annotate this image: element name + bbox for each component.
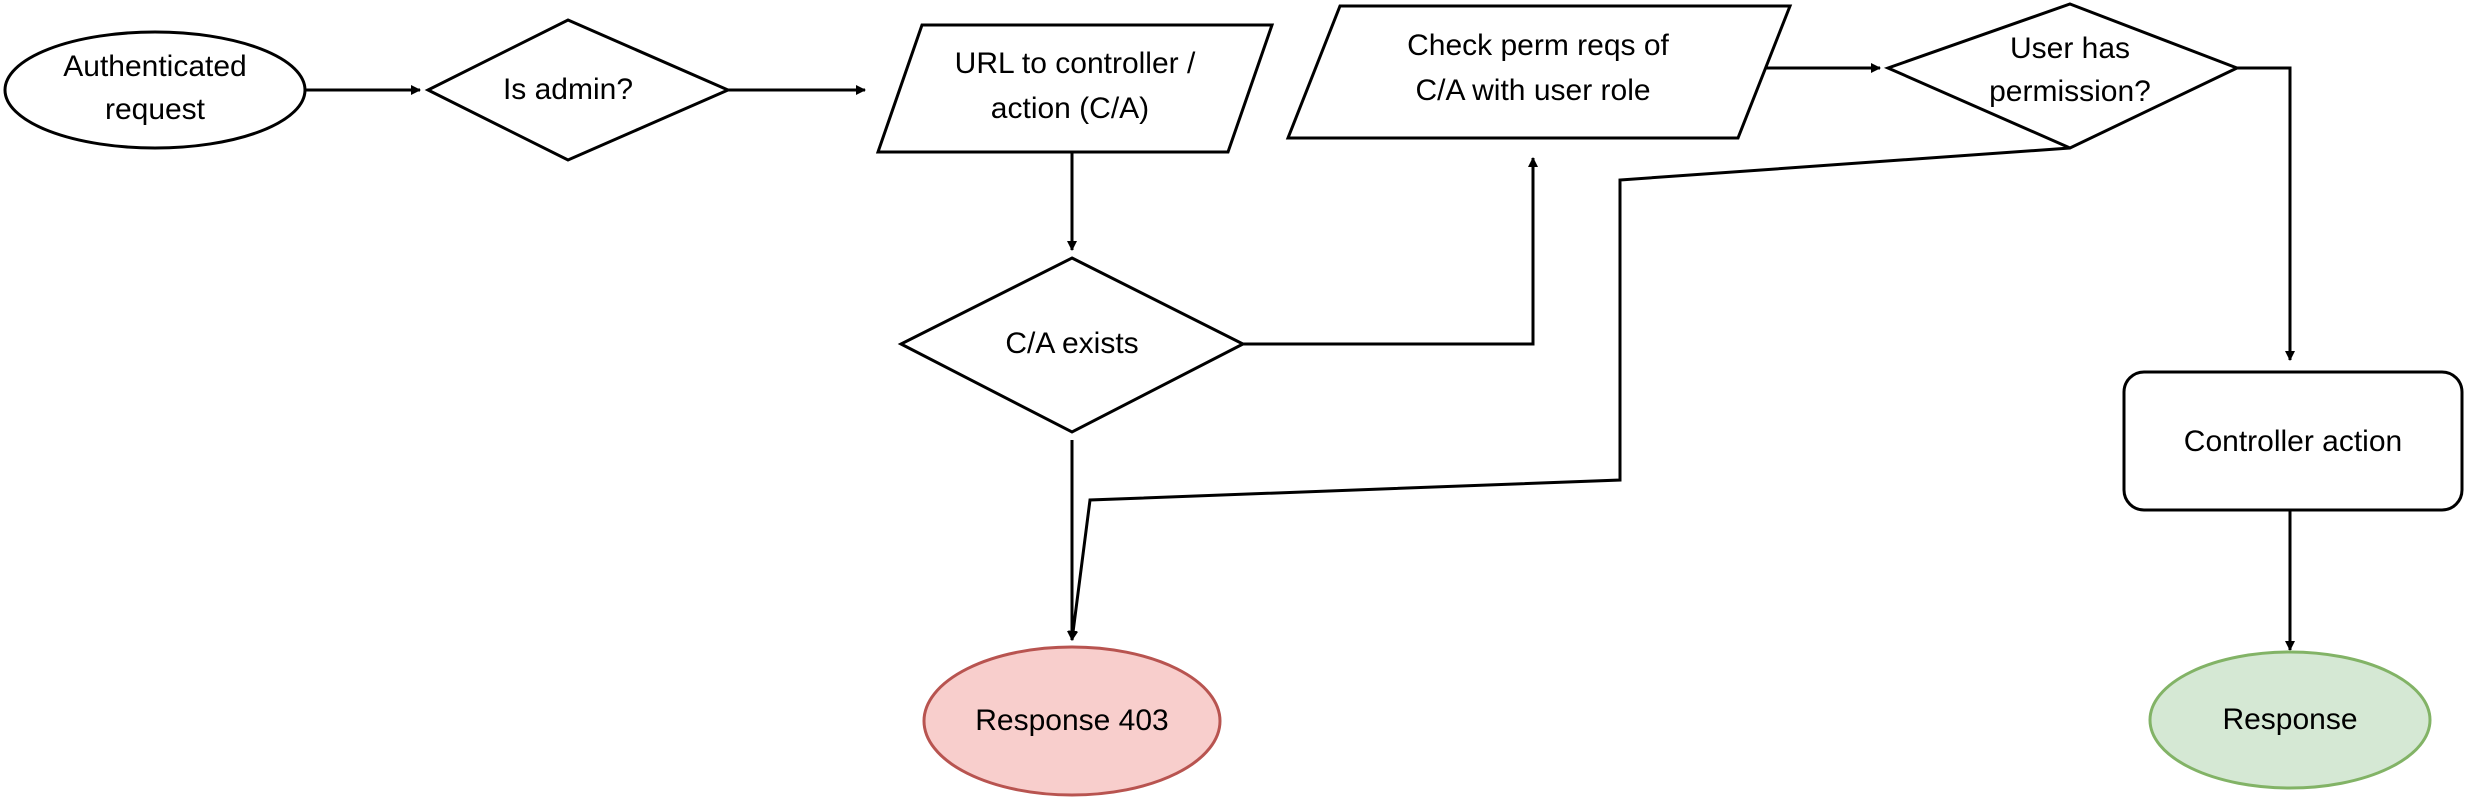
node-ca-exists-label: C/A exists: [1005, 326, 1139, 360]
node-check-perm-reqs[interactable]: [1288, 6, 1790, 138]
node-authenticated-request-line-2: request: [104, 92, 206, 126]
node-check-perm-reqs-line-2: C/A with user role: [1415, 73, 1651, 107]
node-url-to-controller-action-line-1: URL to controller /: [954, 46, 1196, 80]
node-is-admin[interactable]: [428, 20, 728, 160]
node-response-403-label: Response 403: [975, 703, 1169, 737]
node-user-has-permission[interactable]: [1888, 4, 2237, 148]
edge-user-has-permission-to-response-403: [1072, 148, 2070, 640]
edge-user-has-permission-to-controller-action: [2237, 68, 2290, 360]
node-check-perm-reqs-line-1: Check perm reqs of: [1407, 28, 1669, 62]
node-controller-action[interactable]: [2124, 372, 2462, 510]
node-response[interactable]: [2150, 652, 2430, 788]
node-url-to-controller-action-line-2: action (C/A): [990, 91, 1150, 125]
node-response-label: Response: [2222, 702, 2358, 736]
node-user-has-permission-line-2: permission?: [1989, 74, 2151, 108]
node-authenticated-request-line-1: Authenticated: [63, 49, 247, 83]
node-authenticated-request[interactable]: [5, 32, 305, 148]
node-user-has-permission-line-1: User has: [2009, 31, 2131, 65]
node-is-admin-label: Is admin?: [502, 72, 634, 106]
node-url-to-controller-action[interactable]: [878, 25, 1272, 152]
node-controller-action-label: Controller action: [2183, 424, 2403, 458]
node-response-403[interactable]: [924, 647, 1220, 795]
edge-ca-exists-to-check-perm: [1243, 158, 1533, 344]
node-ca-exists[interactable]: [901, 258, 1243, 432]
